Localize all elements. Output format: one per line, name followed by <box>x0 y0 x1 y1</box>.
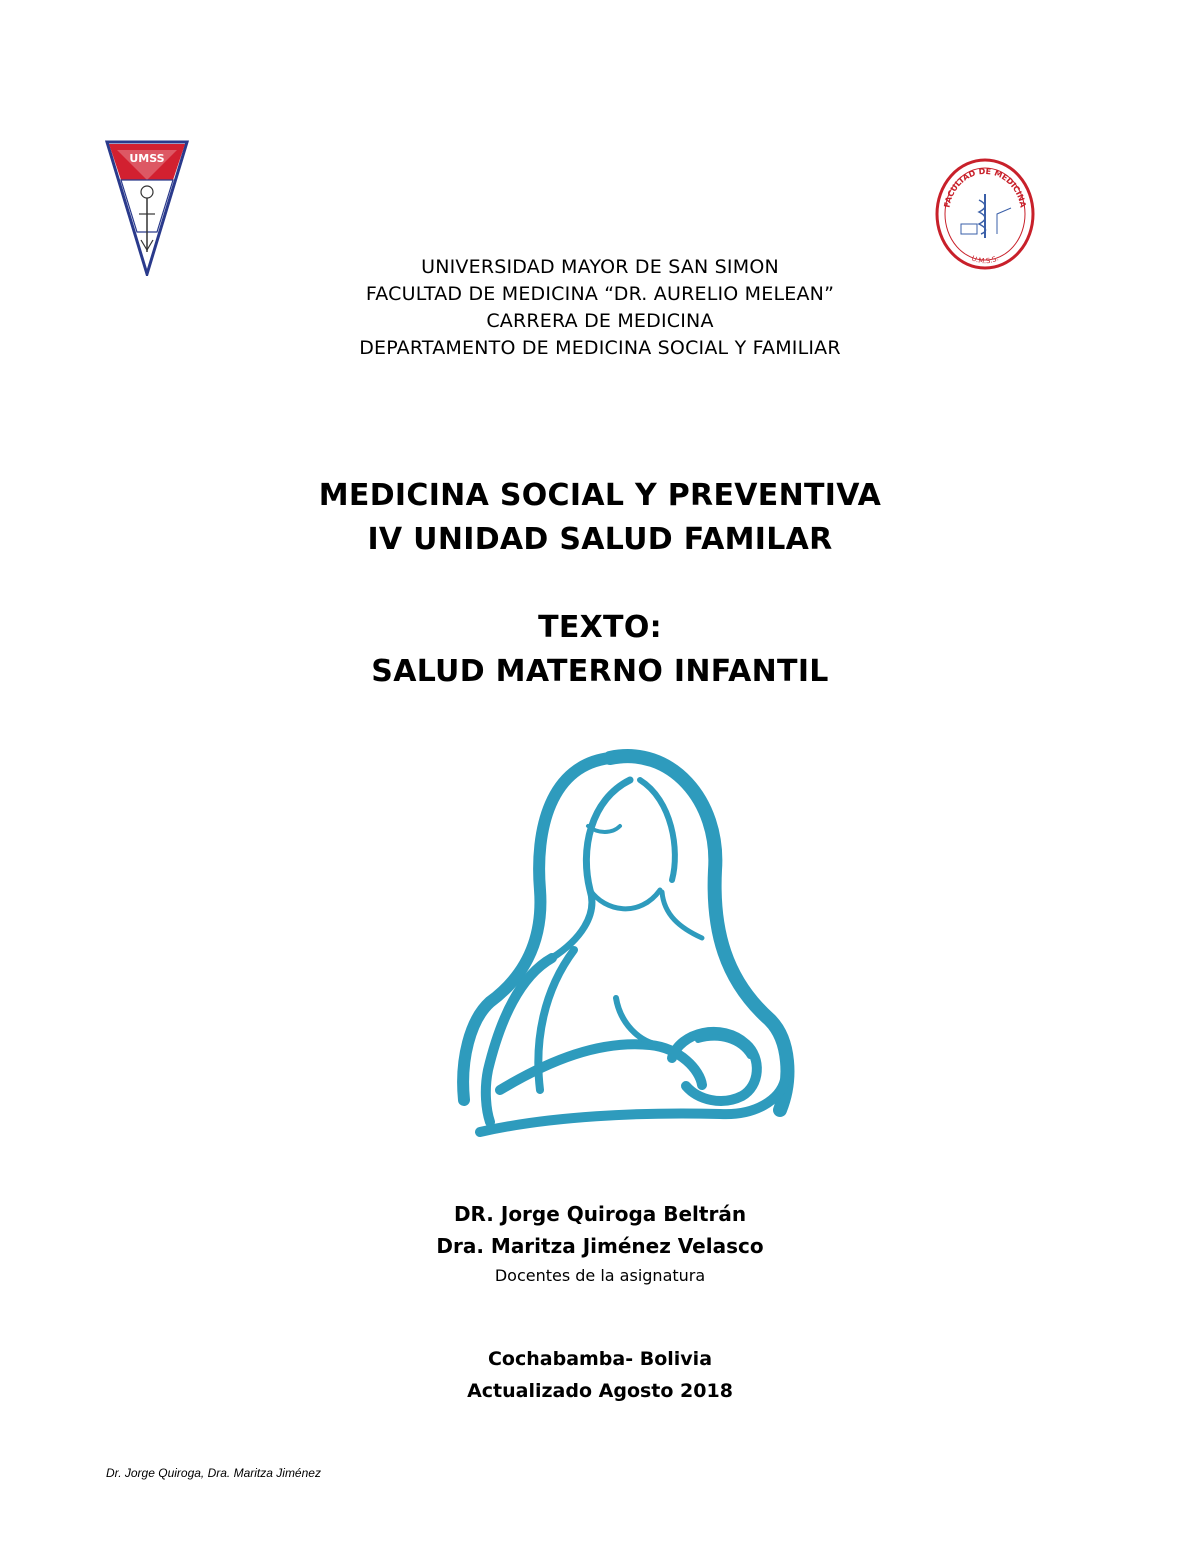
institution-line-career: CARRERA DE MEDICINA <box>486 310 714 332</box>
author-2: Dra. Maritza Jiménez Velasco <box>436 1234 764 1258</box>
umss-logo-text: UMSS <box>129 152 165 165</box>
institution-line-faculty: FACULTAD DE MEDICINA “DR. AURELIO MELEAN” <box>365 283 835 305</box>
institution-line-university: UNIVERSIDAD MAYOR DE SAN SIMON <box>421 256 779 278</box>
footer-text: Dr. Jorge Quiroga, Dra. Maritza Jiménez <box>106 1466 321 1480</box>
seal-text-top: FACULTAD DE MEDICINA <box>942 166 1028 209</box>
text-title: SALUD MATERNO INFANTIL <box>371 654 829 689</box>
updated-date: Actualizado Agosto 2018 <box>467 1380 733 1402</box>
seal-text-bottom: U.M.S.S. <box>970 254 1000 266</box>
author-1: DR. Jorge Quiroga Beltrán <box>453 1202 747 1226</box>
institution-line-department: DEPARTAMENTO DE MEDICINA SOCIAL Y FAMILIAR <box>359 337 841 359</box>
authors-role: Docentes de la asignatura <box>494 1266 706 1285</box>
mother-breastfeeding-icon <box>440 740 800 1145</box>
course-title: MEDICINA SOCIAL Y PREVENTIVA <box>318 478 882 513</box>
unit-title: IV UNIDAD SALUD FAMILAR <box>367 522 833 557</box>
city: Cochabamba- Bolivia <box>487 1348 713 1370</box>
text-label: TEXTO: <box>538 610 662 645</box>
